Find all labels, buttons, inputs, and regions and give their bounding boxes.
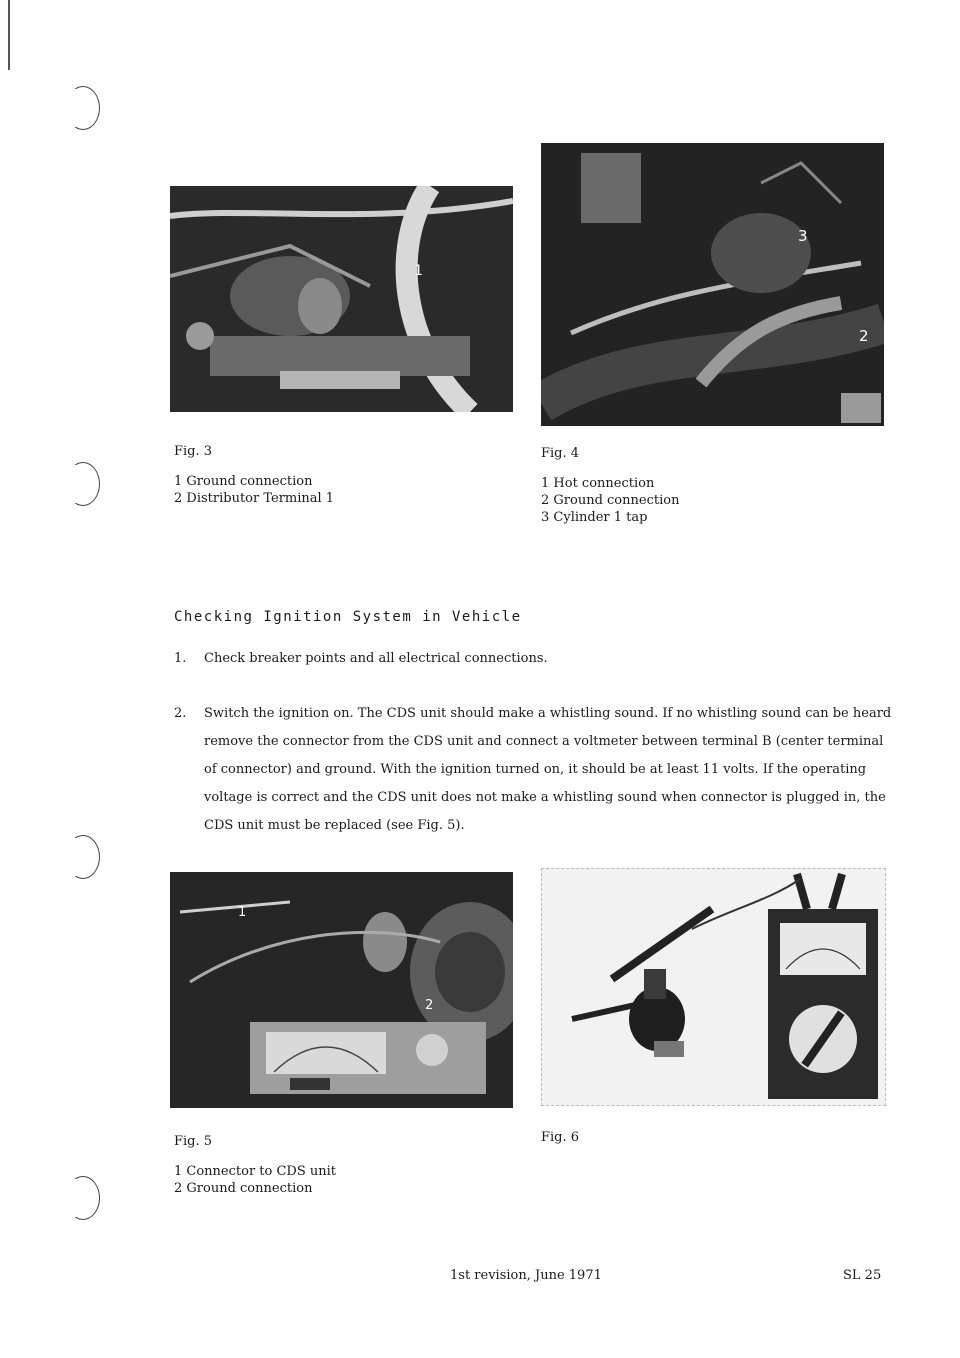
- fig4-callout-2: 2: [859, 327, 869, 345]
- fig3-photo: [170, 186, 513, 412]
- step-1: [174, 645, 894, 673]
- fig3-label: Fig. 3: [174, 444, 213, 459]
- fig3-callout-1: 1: [414, 263, 423, 279]
- step-number: 2.: [174, 706, 187, 721]
- fig6-photo: [541, 868, 886, 1106]
- step-number: 1.: [174, 651, 187, 666]
- fig5-item: 2 Ground connection: [174, 1181, 313, 1196]
- fig4-label: Fig. 4: [541, 446, 580, 461]
- binder-margin-line: [8, 0, 10, 70]
- step-2: [174, 700, 894, 840]
- binder-hole-3: [66, 835, 100, 879]
- binder-hole-4: [66, 1176, 100, 1220]
- binder-hole-2: [66, 462, 100, 506]
- section-heading: Checking Ignition System in Vehicle: [174, 609, 522, 625]
- step-text: Switch the ignition on. The CDS unit should make a whistling sound. If no whistling sound can be heard remove the connector from the CDS unit and connect a voltmeter between terminal B (center terminal of connector) and ground. With the ignition turned on, it should be at least 11 volts. If the operating voltage is correct and the CDS unit does not make a whistling sound when connector is plugged in, the CDS unit must be replaced (see Fig. 5).: [204, 706, 892, 833]
- fig6-label: Fig. 6: [541, 1130, 580, 1145]
- step-text: Check breaker points and all electrical connections.: [204, 651, 548, 666]
- fig4-callout-3: 3: [798, 227, 808, 245]
- fig3-item: 2 Distributor Terminal 1: [174, 491, 335, 506]
- fig3-item: 1 Ground connection: [174, 474, 313, 489]
- footer-revision: 1st revision, June 1971: [450, 1268, 602, 1283]
- fig3-caption: [174, 473, 334, 507]
- fig5-caption: [174, 1163, 336, 1197]
- fig4-photo: [541, 143, 884, 426]
- fig5-label: Fig. 5: [174, 1134, 213, 1149]
- fig4-item: 1 Hot connection: [541, 476, 655, 491]
- fig5-photo: [170, 872, 513, 1108]
- fig4-item: 2 Ground connection: [541, 493, 680, 508]
- fig5-item: 1 Connector to CDS unit: [174, 1164, 337, 1179]
- fig5-callout-1: 1: [238, 905, 247, 920]
- footer-page-number: SL 25: [843, 1268, 882, 1283]
- fig5-callout-2: 2: [425, 998, 434, 1013]
- binder-hole-1: [66, 86, 100, 130]
- fig4-caption: [541, 475, 679, 526]
- fig4-item: 3 Cylinder 1 tap: [541, 510, 648, 525]
